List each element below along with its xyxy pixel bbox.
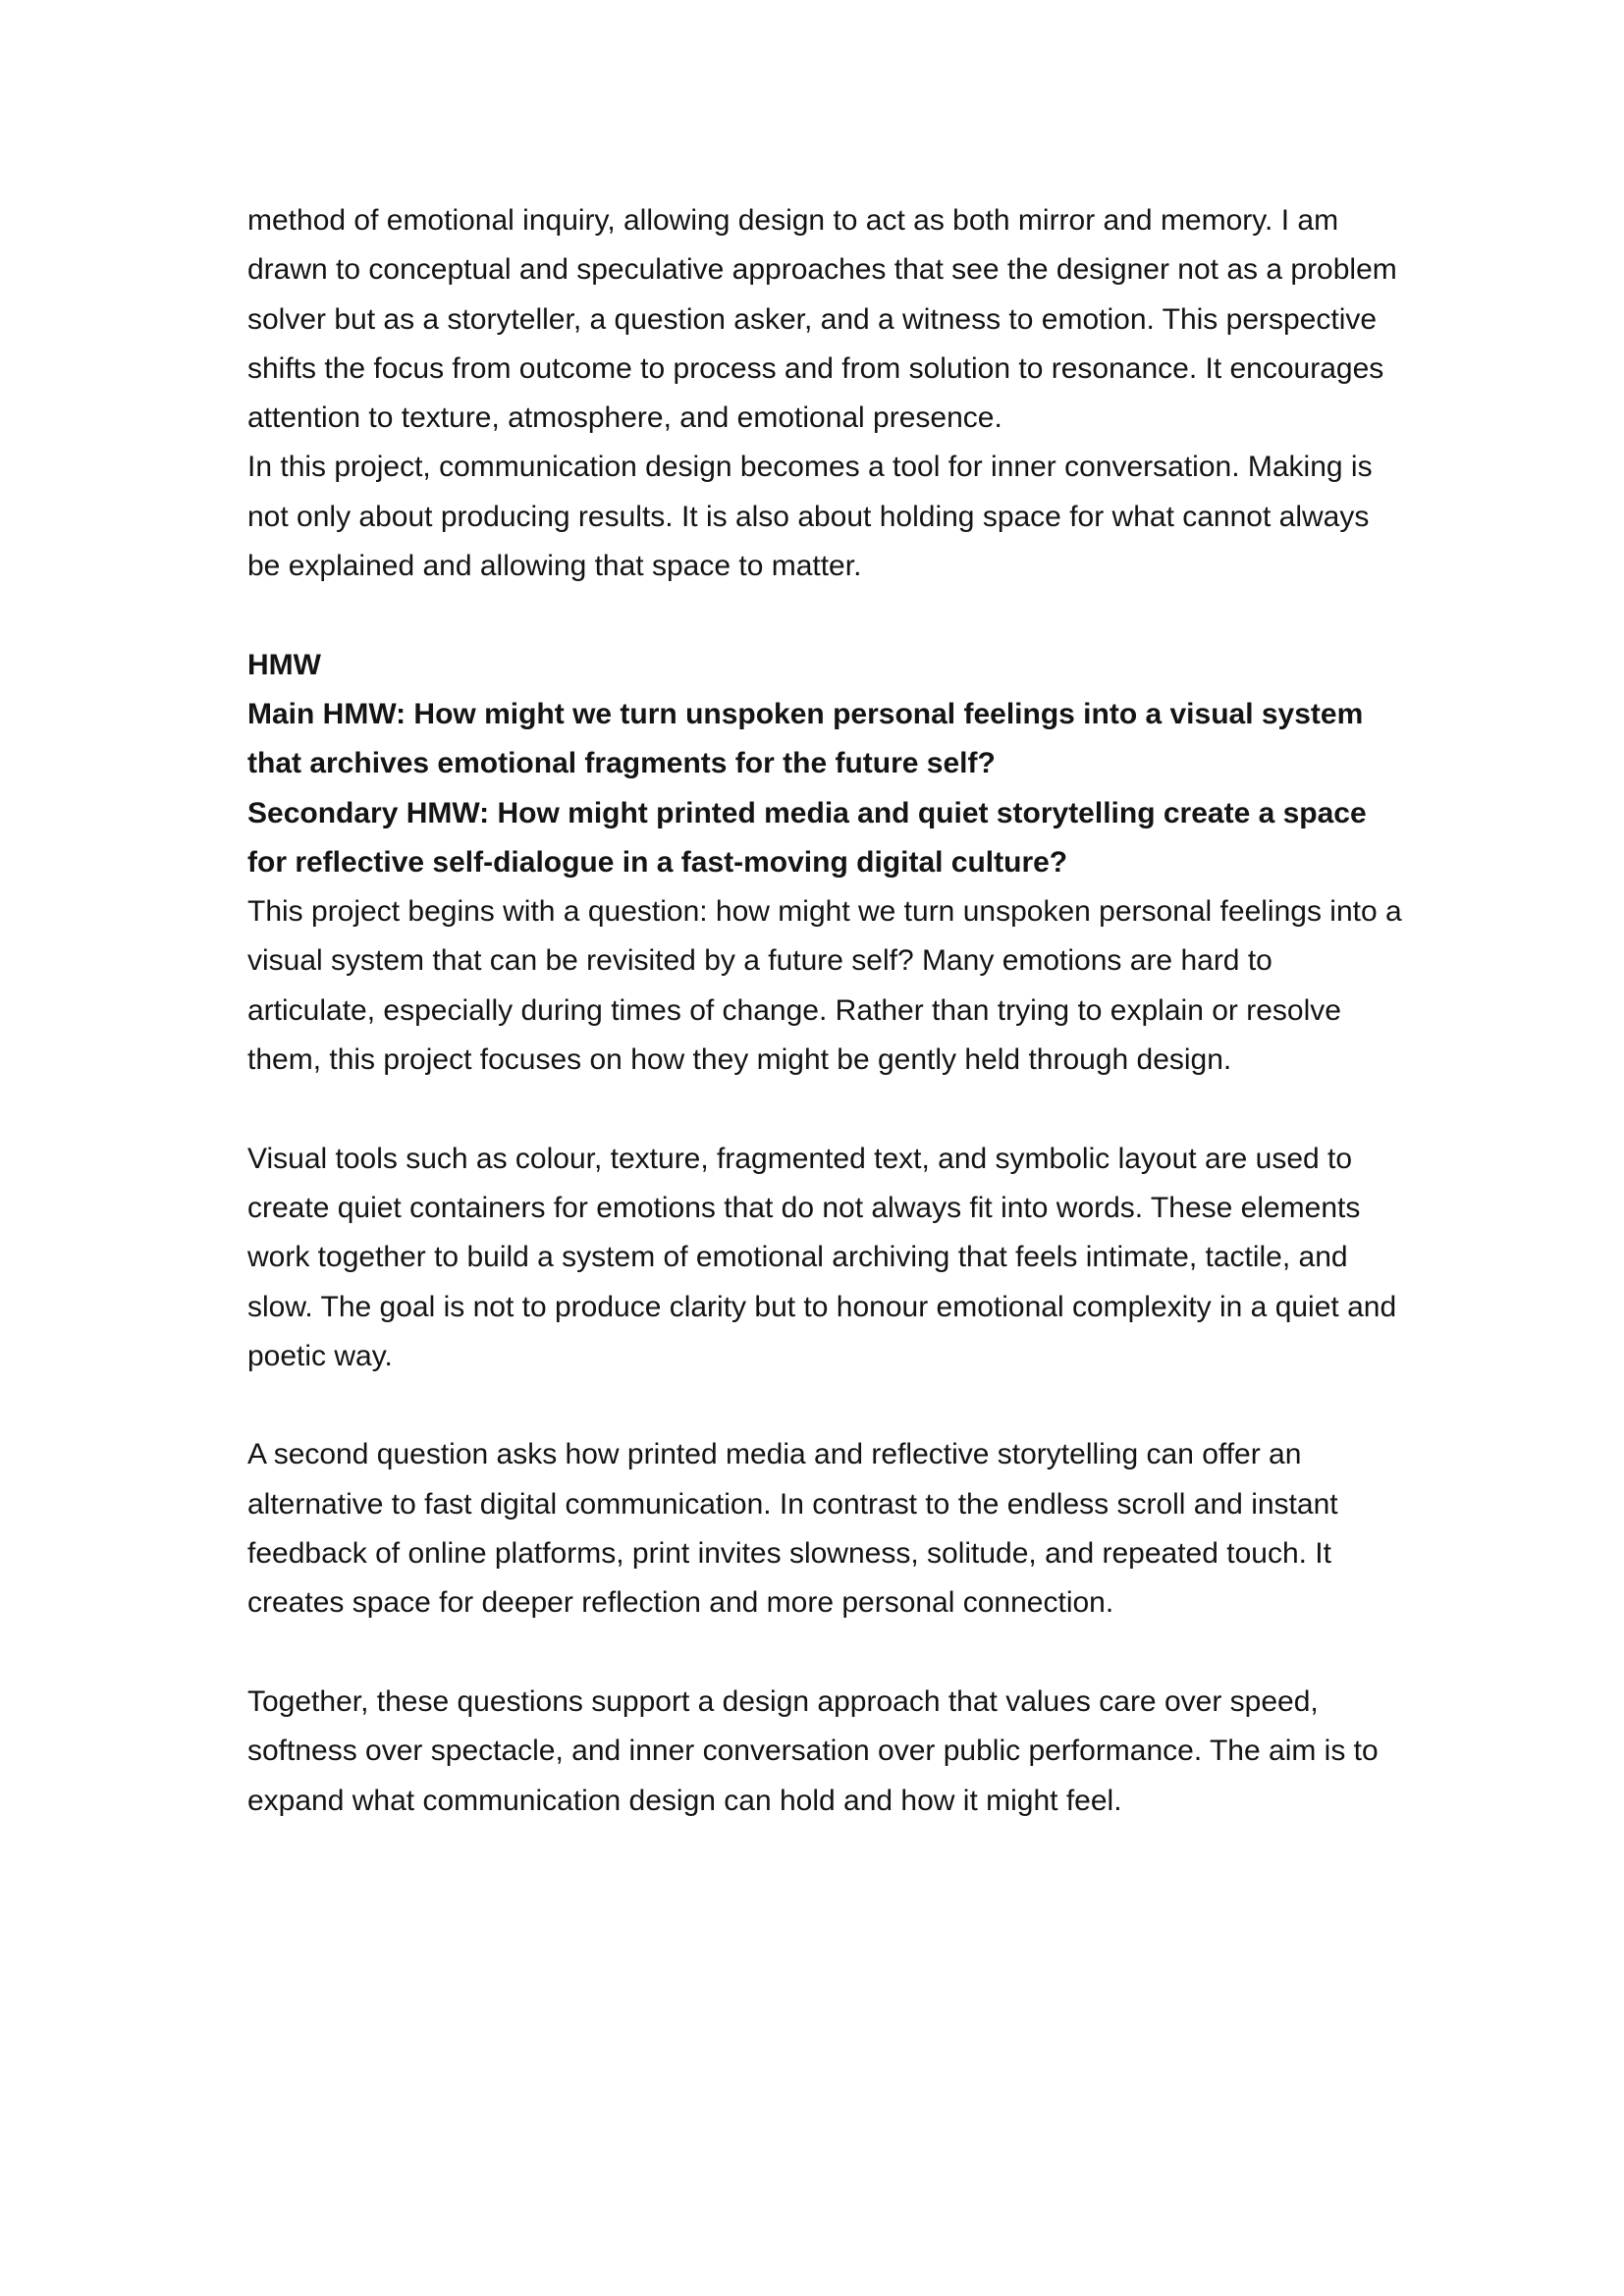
paragraph-spacer [247,1629,1406,1678]
intro-paragraph-2: In this project, communication design becomes a tool for inner conversation. Making is not only about producing results. It is also about holding space for what cannot always be explained and allowing that space to matter. [247,451,1373,583]
body-paragraph-4: Together, these questions support a design approach that values care over speed, softness over spectacle, and inner conversation over public performance. The aim is to expand what communication design can hold and how it might feel. [247,1684,1379,1817]
body-paragraph-1: This project begins with a question: how might we turn unspoken personal feelings into a visual system that can be revisited by a future self? Many emotions are hard to articulate, especially during times of change. Rather than trying to explain or resolve them, this project focuses on how they might be gently held through design. [247,895,1402,1077]
secondary-hmw: Secondary HMW: How might printed media and quiet storytelling create a space for reflective self-dialogue in a fast-moving digital culture? [247,796,1367,879]
hmw-heading: HMW [247,648,321,681]
body-paragraph-2: Visual tools such as colour, texture, fragmented text, and symbolic layout are used to create quiet containers for emotions that do not always fit into words. These elements work together to build a system of emotional archiving that feels intimate, tactile, and slow. The goal is not to produce clarity but to honour emotional complexity in a quiet and poetic way. [247,1142,1397,1372]
intro-paragraph-1: method of emotional inquiry, allowing design to act as both mirror and memory. I am drawn to conceptual and speculative approaches that see the designer not as a problem solver but as a storyteller, a question asker, and a witness to emotion. This perspective shifts the focus from outcome to process and from solution to resonance. It encourages attention to texture, atmosphere, and emotional presence. [247,204,1397,435]
paragraph-spacer [247,1381,1406,1430]
body-paragraph-3: A second question asks how printed media and reflective storytelling can offer an alternative to fast digital communication. In contrast to the endless scroll and instant feedback of online platforms, print invites slowness, solitude, and repeated touch. It creates space for deeper reflection and more personal connection. [247,1438,1338,1620]
paragraph-spacer [247,591,1406,640]
main-hmw: Main HMW: How might we turn unspoken personal feelings into a visual system that archives emotional fragments for the future self? [247,697,1364,780]
paragraph-spacer [247,1085,1406,1134]
document-page [247,196,1406,1826]
